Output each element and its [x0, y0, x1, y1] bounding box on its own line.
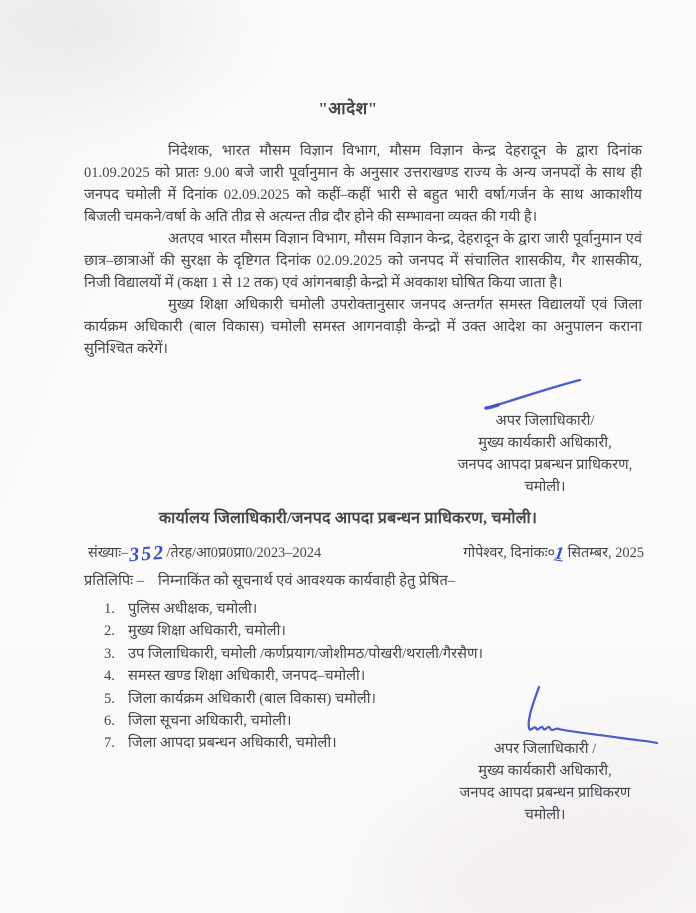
- place-and-date: गोपेश्वर, दिनांकः०1 सितम्बर, 2025: [463, 542, 644, 564]
- list-item: 2. मुख्य शिक्षा अधिकारी, चमोली।: [104, 623, 286, 640]
- copy-distribution-line: [84, 570, 642, 590]
- signature-block-top: [420, 410, 670, 498]
- paragraph-holiday-declaration: अतएव भारत मौसम विज्ञान विभाग, मौसम विज्ञान केन्द्र, देहरादून के द्वारा जारी पूर्वानुमान एवं छात्र–छात्राओं की सुरक्षा के दृष्टिगत दिनांक 02.09.2025 को जनपद में संचालित शासकीय, गैर शासकीय, निजी विद्यालयों में (कक्षा 1 से 12 तक) एवं आंगनबाड़ी केन्द्रो में अवकाश घोषित किया जाता है।: [84, 231, 642, 291]
- paragraph-forecast: निदेशक, भारत मौसम विज्ञान विभाग, मौसम विज्ञान केन्द्र देहरादून के द्वारा दिनांक 01.09.2025 को प्रातः 9.00 बजे जारी पूर्वानुमान के अनुसार उत्तराखण्ड राज्य के अन्य जनपदों के साथ ही जनपद चमोली में दिनांक 02.09.2025 को कहीं–कहीं भारी से बहुत भारी वर्षा/गर्जन के साथ आकाशीय बिजली चमकने/वर्षा के अति तीव्र से अत्यन्त तीव्र दौर होने की सम्भावना व्यक्त की गयी है।: [84, 143, 642, 225]
- list-item: 1. पुलिस अधीक्षक, चमोली।: [104, 601, 258, 617]
- list-item: 5. जिला कार्यक्रम अधिकारी (बाल विकास) चमोली।: [104, 690, 377, 707]
- document-title: "आदेश": [318, 99, 378, 118]
- signatory-district: चमोली।: [524, 807, 566, 823]
- paragraph-compliance: मुख्य शिक्षा अधिकारी चमोली उपरोक्तानुसार जनपद अन्तर्गत समस्त विद्यालयों एवं जिला कार्यक्रम अधिकारी (बाल विकास) चमोली समस्त आगनवाड़ी केन्द्रो में उक्त आदेश का अनुपालन कराना सुनिश्चित करेगें।: [84, 297, 642, 357]
- list-item: 4. समस्त खण्ड शिक्षा अधिकारी, जनपद–चमोली।: [104, 668, 366, 685]
- list-item: 3. उप जिलाधिकारी, चमोली /कर्णप्रयाग/जोशीमठ/पोखरी/थराली/गैरसैण।: [104, 645, 484, 662]
- signatory-authority: जनपद आपदा प्रबन्धन प्राधिकरण: [459, 785, 631, 801]
- signatory-designation: अपर जिलाधिकारी/: [495, 413, 595, 429]
- handwritten-date-digit: 1: [553, 542, 566, 564]
- reference-number: संख्याः–352/तेरह/आ0प्र0प्रा0/2023–2024: [88, 541, 322, 567]
- signature-block-bottom: [420, 738, 670, 826]
- reference-number-line: [88, 540, 644, 567]
- copy-label: प्रतिलिपिः –: [84, 573, 145, 589]
- handwritten-number: 352: [128, 541, 167, 567]
- signatory-authority: जनपद आपदा प्रबन्धन प्राधिकरण,: [457, 457, 633, 473]
- list-item: 7. जिला आपदा प्रबन्धन अधिकारी, चमोली।: [104, 735, 337, 752]
- signatory-role: मुख्य कार्यकारी अधिकारी,: [478, 763, 612, 779]
- signatory-district: चमोली।: [524, 479, 566, 495]
- document-body: [84, 140, 642, 360]
- list-item: 6. जिला सूचना अधिकारी, चमोली।: [104, 713, 292, 730]
- signatory-role: मुख्य कार्यकारी अधिकारी,: [478, 435, 612, 451]
- signatory-designation: अपर जिलाधिकारी /: [493, 741, 597, 757]
- signature-stroke-icon: [478, 376, 588, 414]
- office-heading: कार्यालय जिलाधिकारी/जनपद आपदा प्रबन्धन प्राधिकरण, चमोली।: [158, 510, 538, 527]
- copy-text: निम्नाकिंत को सूचनार्थ एवं आवश्यक कार्यवाही हेतु प्रेषित–: [158, 573, 456, 589]
